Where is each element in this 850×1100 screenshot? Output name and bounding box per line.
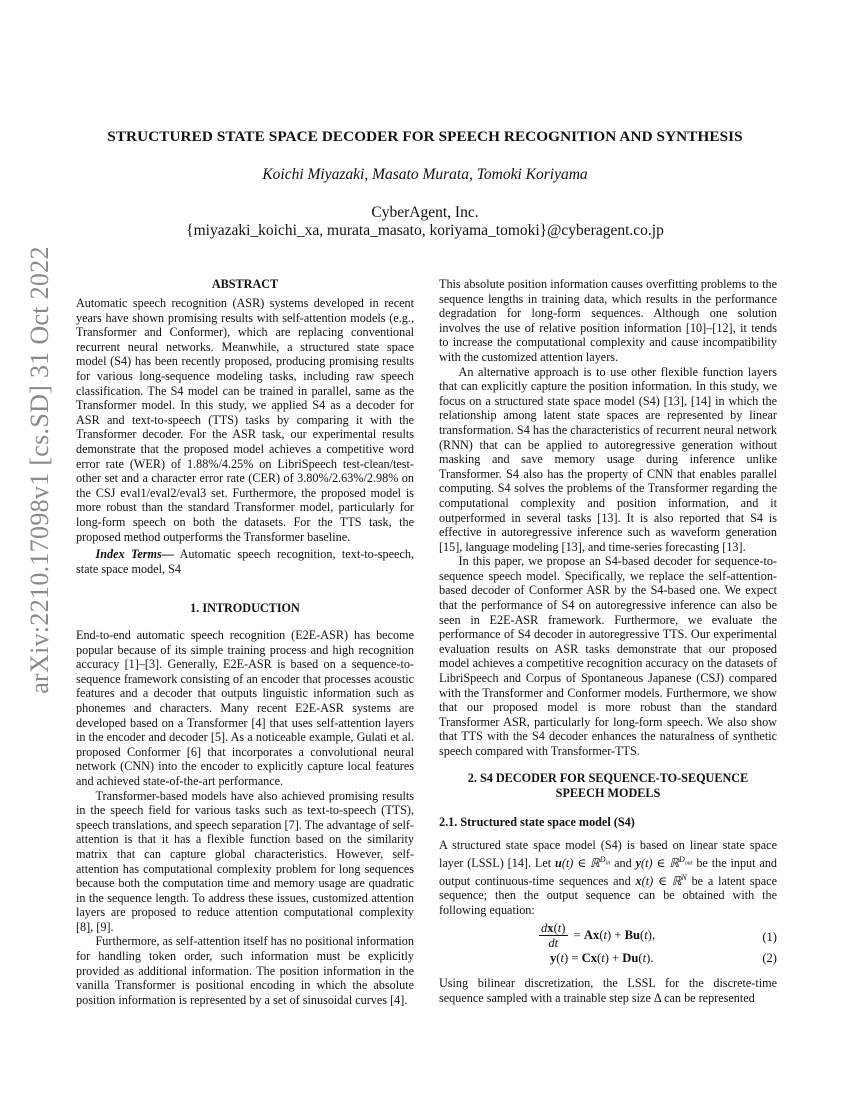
s4-p1-part-b: be the input and output continuous-time sequences and [439,855,778,888]
equation-1-frac: $\frac{dx(t)}{dt}$ [541,921,566,950]
abstract-text: Automatic speech recognition (ASR) systems developed in recent years have shown promising results with self-attention models (e.g., Transformer and Conformer), which are replacing conventional recurrent neural networks. Meanwhile, a structured state space model (S4) has been recently proposed, producing promising results for various long-sequence modeling tasks, including raw speech classification. The S4 model can be trained in parallel, same as the Transformer model. In this study, we applied S4 as a decoder for ASR and text-to-speech (TTS) tasks by comparing it with the Transformer decoder. For the ASR task, our experimental results demonstrate that the proposed model achieves a competitive word error rate (WER) of 1.88%/4.25% on LibriSpeech test-clean/test-other set and a character error rate (CER) of 3.80%/2.63%/2.98% on the CSJ eval1/eval2/eval3 set. Furthermore, the proposed model is more robust than the standard Transformer model, particularly for long-form speech on both the datasets. For the TTS task, the proposed method outperforms the Transformer baseline. [76,296,414,544]
equation-2-number: (2) [762,951,777,965]
intro-block [76,628,414,1007]
intro-heading: 1. INTRODUCTION [190,601,300,615]
index-terms-text: Automatic speech recognition, text-to-speech, state space model, S4 [76,547,415,576]
math-x-latent: x(t) ∈ ℝ$^N$ [635,872,687,888]
abstract-block [76,296,414,576]
s4-p1-part-a: A structured state space model (S4) is based on linear state space layer (LSSL) [14]. Let [439,838,777,870]
math-u-in: u(t) ∈ ℝ$^{D_{in}}$ [555,854,611,870]
intro-paragraph-3: Furthermore, as self-attention itself has no positional information for handling token order, such information must be explicitly provided as additional information. The position information in the vanilla Transformer is positional encoding in which the absolute position information is represented by a set of sinusoidal curves [4]. [76,934,414,1007]
math-y-out: y(t) ∈ ℝ$^{D_{out}}$ [635,854,693,870]
paper-title: STRUCTURED STATE SPACE DECODER FOR SPEECH RECOGNITION AND SYNTHESIS [107,128,743,145]
intro-paragraph-4: This absolute position information causes overfitting problems to the sequence lengths in training data, which results in the performance degradation for long-form sequences. Although one solution involves the use of relative position information [10]–[12], it tends to increase the computational complexity and cause incompatibility with the customized attention layers. [439,277,777,364]
index-terms-label: Index Terms— [95,547,174,562]
subsection-heading-block [439,815,777,830]
affiliation: CyberAgent, Inc. [371,204,479,221]
arxiv-sidebar [0,0,70,1100]
intro-paragraph-2: Transformer-based models have also achieved promising results in the speech field for various tasks such as text-to-speech (TTS), speech translations, and speech separation [7]. The advantage of self-attention is that it has a flexible function based on the similarity matrix that can capture global characteristics. However, self-attention has computational complexity problem for long sequences because both the computation time and memory usage are quadratic in the sequence length. To address these issues, customized attention layers are proposed to reduce attention computational complexity [8], [9]. [76,788,414,934]
s4-intro-block [439,838,777,918]
paper-authors: Koichi Miyazaki, Masato Murata, Tomoki Koriyama [262,166,588,183]
section2-heading-line2: SPEECH MODELS [555,785,661,800]
s4-paragraph-2: Using bilinear discretization, the LSSL for the discrete-time sequence sampled with a trainable step size Δ can be represented [439,976,777,1005]
s4-discretization-block [439,976,777,1005]
section2-heading-block [439,771,777,800]
equation-1 [439,921,777,955]
abstract-heading-block [76,277,414,292]
intro-paragraph-6: In this paper, we propose an S4-based decoder for sequence-to-sequence speech model. Specifically, we replace the self-attention-based decoder of Conformer ASR by the S4-based one. We expect that the performance of S4 on autoregressive inference can also be seen in E2E-ASR framework. Furthermore, we evaluate the performance of S4 decoder in autoregressive TTS. Our experimental evaluation results on ASR tasks demonstrate that our proposed model achieves a competitive recognition accuracy on the datasets of LibriSpeech and Corpus of Spontaneous Japanese (CSJ) compared with the Transformer and Conformer models. Furthermore, we show that our proposed model is more robust than the standard Transformer ASR, particularly for long-form speech. We also show that TTS with the S4 decoder enhances the naturalness of synthetic speech compared with Transformer-TTS. [439,554,777,758]
intro-heading-block [76,601,414,616]
subsection-2-1-heading: 2.1. Structured state space model (S4) [439,815,635,829]
s4-paragraph-1: A structured state space model (S4) is based on linear state space layer (LSSL) [14]. Let u(t) ∈ ℝ$^{D_{in}}$ and y(t) ∈ ℝ$^{D_{out}}$ be the input and output continuous-time sequences and x(t) ∈ ℝ$^N$ be a latent space sequence; then the output sequence can be obtained with the following equation: [439,838,778,918]
s4-p1-part-c: be a latent space sequence; then the output sequence can be obtained with the following equation: [439,873,777,918]
arxiv-stamp: arXiv:2210.17098v1 [cs.SD] 31 Oct 2022 [25,246,54,694]
abstract-heading: ABSTRACT [211,277,279,291]
equation-1-expr: $\frac{dx(t)}{dt}$ = Ax(t) + Bu(t), [541,921,656,950]
intro-paragraph-1: End-to-end automatic speech recognition (E2E-ASR) has become popular because of its simple training process and high recognition accuracy [1]–[3]. Generally, E2E-ASR is based on a sequence-to-sequence framework consisting of an encoder that processes acoustic features and a decoder that outputs linguistic information such as phonemes and characters. Many recent E2E-ASR systems are developed based on a Transformer [4] that uses self-attention layers in the encoder and decoder [5]. As a noticeable example, Gulati et al. proposed Conformer [6] that incorporates a convolutional neural network (CNN) into the encoder to explicitly capture local features and achieved state-of-the-art performance. [76,628,414,788]
equation-1-number: (1) [762,930,777,944]
intro-paragraph-5: An alternative approach is to use other flexible function layers that can explicitly capture the position information. In this study, we focus on a structured state space model (S4) [13], [14] in which the relationship among latent state spaces are represented by linear transformation. S4 has the characteristics of recurrent neural network (RNN) that can be applied to autoregressive generation without masking and save memory usage during inference unlike Transformer. S4 also has the property of CNN that enables parallel computing. S4 solves the problems of the Transformer regarding the computational complexity and position information, and it outperformed in several tasks [13]. It is also reported that S4 is effective in autoregressive inference such as waveform generation [15], language modeling [13], and time-series forecasting [13]. [439,364,777,554]
affiliation-block [60,204,790,240]
intro-continued-block [439,277,777,759]
equation-2-expr: y(t) = Cx(t) + Du(t). [550,951,654,965]
section2-heading-line1: 2. S4 DECODER FOR SEQUENCE-TO-SEQUENCE [467,771,749,785]
emails: {miyazaki_koichi_xa, murata_masato, koriyama_tomoki}@cyberagent.co.jp [186,222,664,239]
index-terms [76,547,414,576]
equation-2 [439,951,777,973]
